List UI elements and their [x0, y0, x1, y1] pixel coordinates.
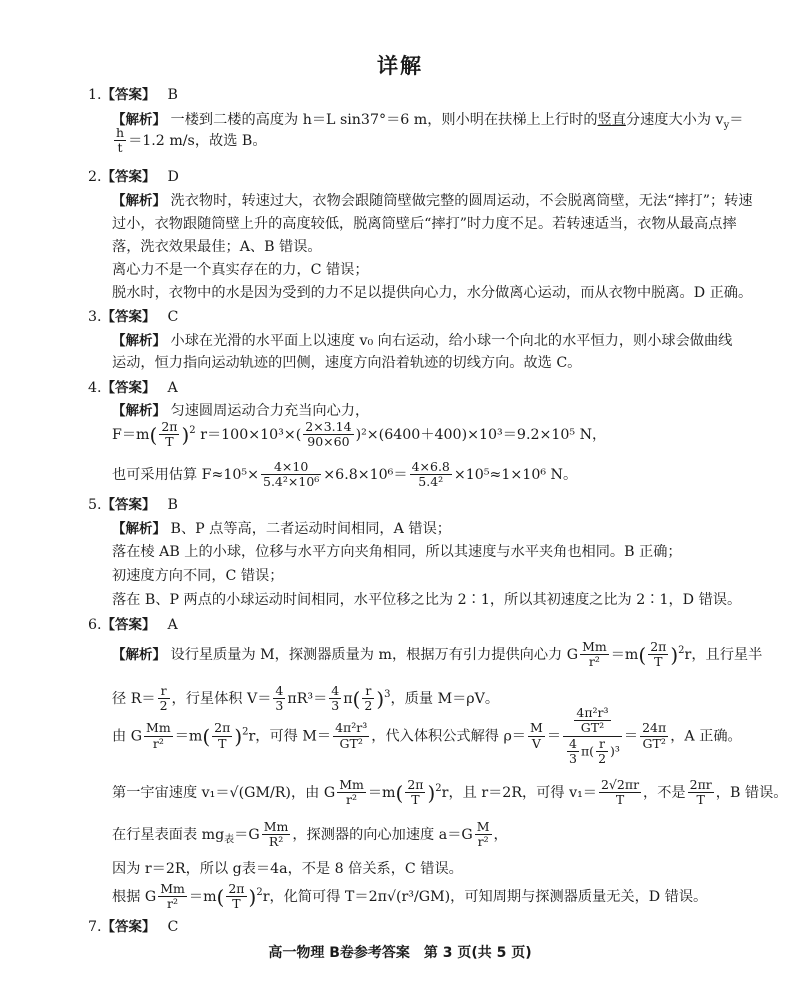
q6-analysis-line3: 由 G $\frac{Mm}{\text{r²}}$ ＝m( $\frac{2\pi}{T}$ )$^2$r，可得 M＝ $\frac{\text{4π²r³}}{\text{GT²}}$ ，代入体积公式解得 ρ＝ $\frac{M}{V}$ ＝ $\frac{\text{4π²r³}}{\text{GT²}}$ $\frac{4}{3}$ π( $\frac{r}{2}$ )³ ＝ $\frac{24\pi}{\text{GT²}}$ ，A 正确。 [112, 705, 742, 767]
q4-answer-row: 4.【答案】 A [88, 380, 178, 396]
q6-answer-row: 6.【答案】 A [88, 617, 178, 633]
q4-analysis-line1: 【解析】 匀速圆周运动合力充当向心力， [112, 403, 370, 419]
q6-analysis-line1: 【解析】 设行星质量为 M，探测器质量为 m，根据万有引力提供向心力 G $\frac{Mm}{\text{r²}}$ ＝m( $\frac{2\pi}{T}$ )$^2$r，且行星半 [112, 639, 763, 670]
q6-analysis-line5: 在行星表面表 $mg_表=G$ $\frac{Mm}{\text{R²}}$ ，探测器的向心加速度 a＝G $\frac{M}{\text{r²}}$ ， [112, 819, 508, 850]
q1-answer-row: 1.【答案】 B [88, 87, 178, 103]
q5-answer-row: 5.【答案】 B [88, 497, 178, 513]
q2-analysis-line5: 脱水时，衣物中的水是因为受到的力不足以提供向心力，水分做离心运动，而从衣物中脱离。D 正确。 [112, 285, 753, 301]
q1-analysis-line2: $\frac{h}{t}$ ＝1.2 m/s，故选 B。 [116, 125, 267, 156]
q3-analysis-line2: 运动，恒力指向运动轨迹的凹侧，速度方向沿着轨迹的切线方向。故选 C。 [112, 355, 582, 371]
q5-analysis-line2: 落在棱 AB 上的小球，位移与水平方向夹角相同，所以其速度与水平夹角也相同。B 正确； [112, 544, 682, 560]
q2-analysis-line4: 离心力不是一个真实存在的力，C 错误； [112, 262, 369, 278]
q6-analysis-line2: 径 R＝ $\frac{r}{2}$ ，行星体积 V＝ $\frac{4}{3}$ πR³＝ $\frac{4}{3}$ π( $\frac{r}{2}$ )$^3$，质量 M＝ρV。 [112, 683, 500, 714]
q4-force-equation: F＝m( $\frac{2\pi}{T}$ )$^2$ r＝100×10³×( $\frac{2\times 3.14}{90\times 60}$ )²×(6400＋400)×10³＝9.2×10⁵ N， [112, 419, 607, 450]
q2-analysis-line2: 过小，衣物跟随筒壁上升的高度较低，脱离筒壁后“摔打”时力度不足。若转速适当，衣物从最高点摔 [112, 216, 737, 232]
q5-analysis-line1: 【解析】 B、P 点等高，二者运动时间相同，A 错误； [112, 521, 451, 537]
q5-analysis-line3: 初速度方向不同，C 错误； [112, 568, 284, 584]
page-title: 详解 [377, 54, 423, 78]
q5-analysis-line4: 落在 B、P 两点的小球运动时间相同，水平位移之比为 2∶1，所以其初速度之比为 2∶1，D 错误。 [112, 592, 742, 608]
q2-analysis-line3: 落，洗衣效果最佳；A、B 错误。 [112, 239, 322, 255]
q6-analysis-line7: 根据 G $\frac{Mm}{\text{r²}}$ ＝m( $\frac{2\pi}{T}$ )$^2$r，化简可得 T＝2π√(r³/GM)，可知周期与探测器质量无关，D 错误。 [112, 881, 708, 912]
q6-analysis-line6: 因为 r＝2R，所以 g表＝4a，不是 8 倍关系，C 错误。 [112, 861, 463, 877]
q6-analysis-line4: 第一宇宙速度 v₁＝√(GM/R)，由 G $\frac{Mm}{\text{r²}}$ ＝m( $\frac{2\pi}{T}$ )$^2$r，且 r＝2R，可得 v₁＝ $\frac{2√2\pi r}{T}$ ，不是 $\frac{2\pi r}{T}$ ，B 错误。 [112, 777, 788, 808]
q2-analysis-line1: 【解析】 洗衣物时，转速过大，衣物会跟随筒壁做完整的圆周运动，不会脱离筒壁，无法“摔打”；转速 [112, 193, 753, 209]
q2-answer-row: 2.【答案】 D [88, 169, 179, 185]
q1-analysis-line1: 【解析】 一楼到二楼的高度为 h＝L sin37°＝6 m，则小明在扶梯上上行时的竖直分速度大小为 $v_y=$ [112, 112, 744, 131]
page-footer: 高一物理 B卷参考答案 第 3 页(共 5 页) [268, 945, 532, 961]
q4-estimate-equation: 也可采用估算 F≈10⁵× $\frac{4\times 10}{\text{5.4²×10⁶}}$ ×6.8×10⁶＝ $\frac{4\times 6.8}{\text{5.4²}}$ ×10⁵≈1×10⁶ N。 [112, 459, 578, 490]
q3-analysis-line1: 【解析】 小球在光滑的水平面上以速度 v₀ 向右运动，给小球一个向北的水平恒力，则小球会做曲线 [112, 333, 733, 349]
q7-answer-row: 7.【答案】 C [88, 919, 179, 935]
q3-answer-row: 3.【答案】 C [88, 309, 179, 325]
